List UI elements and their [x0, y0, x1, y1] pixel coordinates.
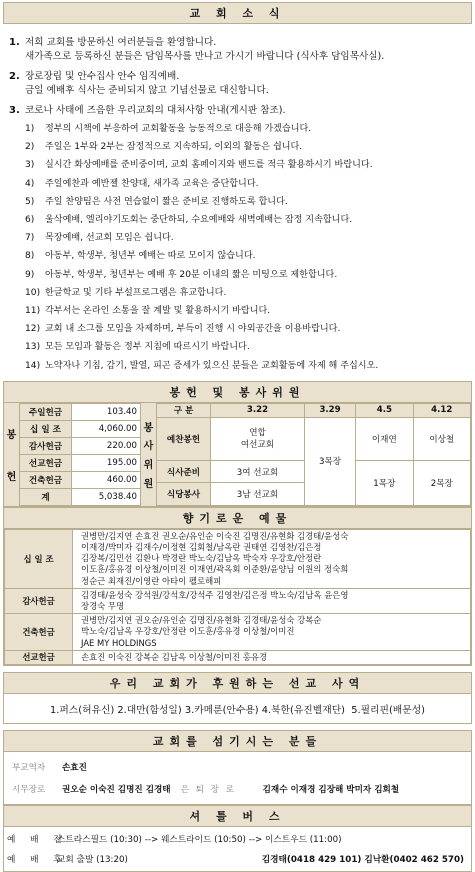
steward-label: 시무장로 [12, 785, 46, 796]
offering-row [20, 403, 141, 420]
thanks-type: 선교헌금 [5, 650, 73, 664]
col-header: 구 분 [157, 403, 211, 417]
thanks-line: 정순근 최재진/이영란 아타이 펠로해피 [81, 575, 222, 586]
volunteer-cell: 이상철 [413, 417, 470, 460]
news-line: 금일 예배후 식사는 준비되지 않고 기념선물로 대신합니다. [25, 85, 269, 96]
guideline-number: 13) [25, 342, 41, 353]
volunteer-cell: 이재연 [356, 417, 413, 460]
covid-guidelines-list [25, 120, 472, 375]
guideline-text: 주일예찬과 예반젤 찬양대, 새가족 교육은 중단합니다. [45, 178, 259, 189]
news-item [9, 36, 472, 64]
volunteer-cell: 3남 선교회 [211, 483, 305, 505]
guideline-text: 주일 찬양팀은 사전 연습없이 짧은 준비로 진행하도록 합니다. [45, 196, 288, 207]
label-char: 봉 [143, 422, 154, 434]
offering-table [19, 403, 141, 506]
guideline-number: 5) [25, 196, 35, 207]
mission-item: 4.북한(유진벨재단) [261, 704, 345, 716]
guideline-number: 9) [25, 269, 35, 280]
servants-row [12, 778, 463, 800]
thanks-line: 김경태/윤성숙 강석원/강석호/강석주 김영찬/김은정 박노숙/김남옥 윤은영 [81, 589, 349, 600]
guideline-number: 4) [25, 178, 35, 189]
guideline-number: 6) [25, 215, 35, 226]
guideline-number: 11) [25, 306, 41, 317]
volunteer-table [156, 403, 471, 506]
offering-row [20, 471, 141, 488]
thanks-section [3, 529, 472, 666]
news-line: 저희 교회를 방문하신 여러분들을 환영합니다. [25, 37, 217, 48]
steward-names: 권오순 이숙진 김명진 김경태 [62, 785, 171, 796]
volunteer-row [157, 417, 471, 460]
guideline-item [25, 338, 472, 356]
missions-list [3, 694, 472, 724]
volunteer-side-label [141, 403, 156, 506]
servants-header: 교회를 섬기시는 분들 [3, 730, 472, 752]
thanks-line: JAE MY HOLDINGS [81, 637, 157, 648]
offering-amount: 460.00 [72, 471, 141, 488]
volunteer-header-row [157, 403, 471, 417]
news-section [3, 24, 472, 375]
volunteer-schedule [156, 403, 471, 506]
offering-volunteer-section [3, 403, 472, 507]
thanks-line: 손효진 이숙진 강복순 김남옥 이상철/이미진 홍유경 [81, 651, 268, 662]
thanks-header: 향기로운 예물 [3, 507, 472, 529]
guideline-text: 실시간 화상예배를 준비중이며, 교회 홈페이지와 밴드를 적극 활용하시기 바랍니다. [45, 160, 373, 171]
col-header: 4.5 [356, 403, 413, 417]
thanks-row [5, 650, 471, 664]
offering-amount: 4,060.00 [72, 420, 141, 437]
guideline-number: 8) [25, 251, 35, 262]
retired-names: 김재수 이재경 김장해 박미자 김회철 [262, 785, 400, 796]
guideline-text: 아동부, 학생부, 청년부는 예배 후 20분 이내의 짧은 미팅으로 제한합니다. [45, 269, 338, 280]
guideline-text: 각부서는 온라인 소통을 잘 계발 및 활용하시기 바랍니다. [45, 306, 271, 317]
volunteer-cell: 2목장 [413, 460, 470, 505]
guideline-item [25, 302, 472, 320]
news-line: 새가족으로 등록하신 분들은 담임목사를 만나고 가시기 바랍니다 (식사후 담임목사실). [25, 51, 385, 62]
thanks-row [5, 614, 471, 651]
guideline-number: 12) [25, 324, 41, 335]
servants-row [12, 756, 463, 778]
thanks-type: 감사헌금 [5, 588, 73, 613]
guideline-text: 모든 모임과 활동은 정부 지침에 따르시기 바랍니다. [45, 342, 250, 353]
thanks-line: 장경숙 무명 [81, 601, 125, 612]
offering-type: 십 일 조 [20, 420, 72, 437]
label-char: 원 [143, 478, 154, 490]
guideline-number: 10) [25, 287, 41, 298]
thanks-line: 이도훈/홍유경 이상철/이미진 이재연/곽옥회 이준환/윤양님 이원의 정숙희 [81, 564, 349, 575]
guideline-item [25, 247, 472, 265]
col-header: 3.29 [304, 403, 355, 417]
thanks-line: 이재경/박미자 김재수/이정현 김회철/남옥란 권태연 김영찬/김은정 [81, 542, 322, 553]
guideline-text: 교회 내 소그룹 모임을 자제하며, 부득이 진행 시 야외공간을 이용바랍니다. [45, 324, 341, 335]
mission-item: 3.카메룬(안수용) [184, 704, 259, 716]
news-number: 3. [9, 105, 20, 116]
guideline-item [25, 284, 472, 302]
news-item [9, 104, 472, 375]
thanks-names [73, 529, 471, 588]
shuttle-row [7, 829, 468, 849]
offering-row [20, 437, 141, 454]
offering-amount: 220.00 [72, 437, 141, 454]
guideline-number: 1) [25, 124, 35, 134]
mission-item: 2.대만(함성일) [117, 704, 182, 716]
guideline-item [25, 193, 472, 211]
offering-type: 선교헌금 [20, 454, 72, 471]
guideline-text: 한글학교 및 기타 부설프로그램은 휴교합니다. [45, 287, 227, 298]
guideline-item [25, 229, 472, 247]
col-header: 4.12 [413, 403, 470, 417]
offering-row [20, 454, 141, 471]
thanks-line: 박노숙/김남옥 우강호/안정란 이도훈/홍유경 이상철/이미진 [81, 626, 295, 637]
guideline-text: 울삭예배, 엘리야기도회는 중단하되, 수요예배와 새벽예배는 잠정 지속합니다. [45, 215, 353, 226]
guideline-item [25, 175, 472, 193]
shuttle-section [3, 827, 472, 872]
offering-type: 건축헌금 [20, 471, 72, 488]
thanks-names [73, 650, 471, 664]
offering-row [20, 420, 141, 437]
offering-amount: 103.40 [72, 403, 141, 420]
volunteer-cell: 3여 선교회 [211, 460, 305, 482]
guideline-text: 목장예배, 선교회 모임은 쉽니다. [45, 233, 174, 244]
thanks-line: 권병만/김지연 손효진 권오순/유인순 이숙진 김명진/유현화 김경태/윤성숙 [81, 530, 349, 541]
news-number: 2. [9, 71, 20, 82]
guideline-item [25, 120, 472, 138]
offering-type: 감사헌금 [20, 437, 72, 454]
thanks-names [73, 588, 471, 613]
guideline-text: 정부의 시책에 부응하여 교회활동을 능동적으로 대응해 가겠습니다. [45, 124, 312, 134]
guideline-number: 7) [25, 233, 35, 244]
offering-type: 계 [20, 488, 72, 505]
news-number: 1. [9, 37, 20, 48]
offering-side-label [4, 403, 19, 506]
shuttle-header: 셔 틀 버 스 [3, 805, 472, 827]
guideline-item [25, 357, 472, 375]
thanks-table [4, 529, 471, 665]
label-char: 사 [143, 441, 154, 453]
thanks-type: 십 일 조 [5, 529, 73, 588]
guideline-item [25, 211, 472, 229]
shuttle-route: 교회 출발 (13:20) [57, 855, 128, 866]
pastor-label: 부교역자 [12, 763, 46, 774]
guideline-item [25, 266, 472, 284]
col-header: 3.22 [211, 403, 305, 417]
guideline-text: 주일은 1부와 2부는 잠정적으로 지속하되, 이외의 활동은 쉽니다. [45, 142, 303, 153]
shuttle-route: 스트라스필드 (10:30) --> 웨스트라이드 (10:50) --> 이스트우드 (11:00) [57, 835, 342, 846]
offering-header: 봉헌 및 봉사위원 [3, 381, 472, 403]
shuttle-row [7, 849, 468, 869]
news-line: 장로장립 및 안수집사 안수 임직예배. [25, 71, 180, 82]
row-header: 식사준비 [157, 460, 211, 482]
retired-label: 은 퇴 장 로 [180, 785, 237, 796]
shuttle-time-label: 예 배 전 [7, 835, 68, 846]
thanks-line: 김장복/김민선 김환나 박경란 박노숙/김남옥 박숙자 우강호/안정란 [81, 553, 322, 564]
news-item [9, 70, 472, 98]
guideline-text: 노약자나 기침, 감기, 발열, 피곤 증세가 있으신 분들은 교회활동에 자제 해 주십시오. [45, 360, 379, 371]
offering-amount: 195.00 [72, 454, 141, 471]
volunteer-cell: 연합 여선교회 [211, 417, 305, 460]
guideline-number: 14) [25, 360, 41, 371]
row-header: 식당봉사 [157, 483, 211, 505]
pastor-name: 손효진 [62, 763, 87, 774]
news-header: 교 회 소 식 [3, 2, 472, 24]
offering-total: 5,038.40 [72, 488, 141, 505]
offering-type: 주일헌금 [20, 403, 72, 420]
guideline-item [25, 320, 472, 338]
servants-section [3, 752, 472, 805]
thanks-names [73, 614, 471, 651]
guideline-item [25, 138, 472, 156]
shuttle-time-label: 예 배 후 [7, 855, 68, 866]
volunteer-cell: 3목장 [304, 417, 355, 505]
label-char: 봉 [6, 430, 17, 442]
guideline-number: 2) [25, 142, 35, 153]
guideline-item [25, 156, 472, 174]
volunteer-cell: 1목장 [356, 460, 413, 505]
missions-header: 우리 교회가 후원하는 선교 사역 [3, 672, 472, 694]
mission-item: 5.필리핀(배문성) [351, 704, 426, 716]
thanks-row [5, 588, 471, 613]
row-header: 예찬봉헌 [157, 417, 211, 460]
label-char: 위 [143, 460, 154, 472]
thanks-type: 건축헌금 [5, 614, 73, 651]
guideline-text: 아동부, 학생부, 청년부 예배는 따로 모이지 않습니다. [45, 251, 256, 262]
label-char: 헌 [6, 471, 17, 483]
guideline-number: 3) [25, 160, 35, 171]
offering-total-row [20, 488, 141, 505]
thanks-row [5, 529, 471, 588]
shuttle-contacts: 김경태(0418 429 101) 김낙환(0402 462 570) [261, 855, 464, 866]
thanks-line: 권병만/김지연 권오순/유인순 김명진/유현화 김경태/윤성숙 강복순 [81, 615, 322, 626]
news-line: 코로나 사태에 즈음한 우리교회의 대처사항 안내(게시판 참조). [25, 105, 286, 116]
mission-item: 1.퍼스(허유신) [49, 704, 115, 716]
